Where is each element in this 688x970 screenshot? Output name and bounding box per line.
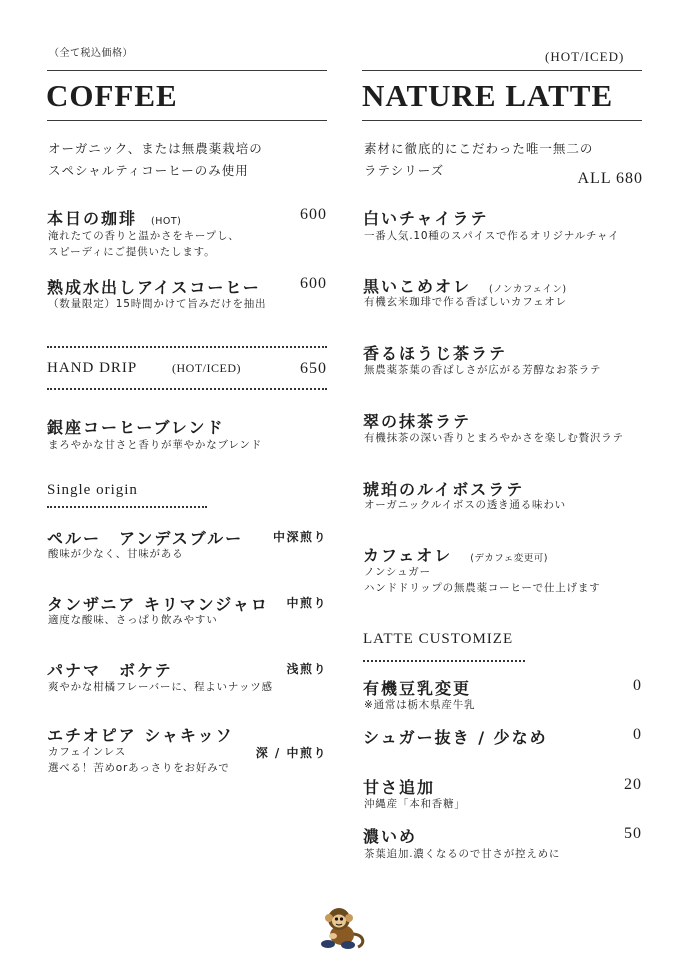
menu-item-name[interactable]: ペルー アンデスブルー	[47, 529, 244, 548]
intro-line: 素材に徹底的にこだわった唯一無二の	[364, 141, 594, 156]
hot-iced-note: (HOT/ICED)	[545, 49, 625, 64]
item-name-text: カフェオレ	[363, 546, 453, 565]
roast-level: 中深煎り	[272, 530, 327, 544]
divider	[47, 70, 327, 71]
menu-item-name[interactable]: 白いチャイラテ	[363, 209, 489, 228]
dotted-divider	[47, 388, 327, 390]
item-description: 有機抹茶の深い香りとまろやかさを楽しむ贅沢ラテ	[364, 432, 624, 444]
intro-line: スペシャルティコーヒーのみ使用	[48, 163, 249, 178]
menu-item-name[interactable]: パナマ ボケテ	[47, 661, 173, 680]
item-description	[48, 744, 230, 776]
desc-line: 淹れたての香りと温かさをキープし、	[48, 230, 240, 242]
hand-drip-note: (HOT/ICED)	[172, 361, 241, 375]
item-description: まろやかな甘さと香りが華やかなブレンド	[48, 439, 263, 451]
item-description: 沖縄産「本和香糖」	[364, 798, 466, 810]
roast-level: 中煎り	[286, 596, 327, 610]
divider	[362, 120, 642, 121]
item-note: (HOT)	[151, 216, 182, 227]
menu-item-name[interactable]: エチオピア シャキッソ	[47, 726, 234, 745]
customize-name[interactable]: 有機豆乳変更	[363, 679, 472, 698]
coffee-title: COFFEE	[46, 78, 178, 113]
menu-item-name[interactable]: 琥珀のルイボスラテ	[363, 480, 525, 499]
item-price: 600	[300, 275, 327, 292]
desc-line: 選べる！苦めorあっさりをお好みで	[48, 762, 230, 774]
item-description: 茶葉追加.濃くなるので甘さが控えめに	[364, 848, 561, 860]
item-description: 有機玄米珈琲で作る香ばしいカフェオレ	[364, 296, 567, 308]
item-name-text: 本日の珈琲	[47, 209, 138, 228]
divider	[362, 70, 642, 71]
all-price: ALL 680	[577, 170, 643, 187]
menu-item-name[interactable]	[47, 206, 181, 229]
roast-level: 浅煎り	[286, 662, 327, 676]
item-price: 600	[300, 206, 327, 223]
intro-line: ラテシリーズ	[364, 163, 445, 178]
customize-name[interactable]: 濃いめ	[363, 827, 418, 846]
dotted-divider	[47, 506, 207, 508]
item-description: ※通常は栃木県産牛乳	[364, 699, 476, 711]
item-description	[364, 564, 600, 596]
menu-item-name[interactable]: タンザニア キリマンジャロ	[47, 595, 269, 614]
item-description: 無農薬茶葉の香ばしさが広がる芳醇なお茶ラテ	[364, 364, 602, 376]
desc-line: スピーディにご提供いたします。	[48, 246, 216, 258]
desc-line: カフェインレス	[48, 746, 126, 758]
desc-line: ハンドドリップの無農薬コーヒーで仕上げます	[364, 582, 601, 594]
item-description: 適度な酸味、さっぱり飲みやすい	[48, 614, 218, 626]
item-note: (ノンカフェイン)	[489, 284, 567, 295]
desc-line: ノンシュガー	[364, 566, 431, 578]
coffee-intro	[48, 138, 263, 182]
menu-item-name[interactable]: 香るほうじ茶ラテ	[363, 344, 508, 363]
customize-label: LATTE CUSTOMIZE	[363, 631, 514, 647]
customize-price: 50	[624, 825, 642, 842]
item-name-text: 黒いこめオレ	[363, 277, 472, 296]
menu-item-name[interactable]: 銀座コーヒーブレンド	[47, 418, 225, 437]
menu-item-name[interactable]: 熟成水出しアイスコーヒー	[47, 278, 261, 297]
monkey-mascot-icon	[318, 904, 368, 950]
hand-drip-label: HAND DRIP	[47, 360, 138, 376]
dotted-divider	[363, 660, 525, 662]
item-description	[48, 228, 240, 260]
menu-item-name[interactable]: 翠の抹茶ラテ	[363, 412, 472, 431]
divider	[47, 120, 327, 121]
roast-level: 深 / 中煎り	[255, 746, 327, 760]
single-origin-label: Single origin	[47, 482, 138, 498]
hand-drip-price: 650	[300, 360, 327, 377]
item-description: オーガニックルイボスの透き通る味わい	[364, 499, 566, 511]
customize-price: 0	[633, 677, 642, 694]
customize-name[interactable]: シュガー抜き / 少なめ	[363, 728, 548, 747]
item-description: 酸味が少なく、甘味がある	[48, 548, 184, 560]
item-description: 爽やかな柑橘フレーバーに、程よいナッツ感	[48, 681, 273, 693]
latte-title: NATURE LATTE	[362, 78, 614, 113]
customize-price: 20	[624, 776, 642, 793]
dotted-divider	[47, 346, 327, 348]
intro-line: オーガニック、または無農薬栽培の	[48, 141, 263, 156]
customize-name[interactable]: 甘さ追加	[363, 778, 436, 797]
item-description: 一番人気.10種のスパイスで作るオリジナルチャイ	[364, 230, 620, 242]
tax-note: （全て税込価格）	[49, 48, 133, 59]
menu-item-name[interactable]	[363, 543, 548, 566]
item-description: （数量限定）15時間かけて旨みだけを抽出	[48, 298, 267, 310]
customize-price: 0	[633, 726, 642, 743]
item-note: (デカフェ変更可)	[470, 553, 548, 564]
